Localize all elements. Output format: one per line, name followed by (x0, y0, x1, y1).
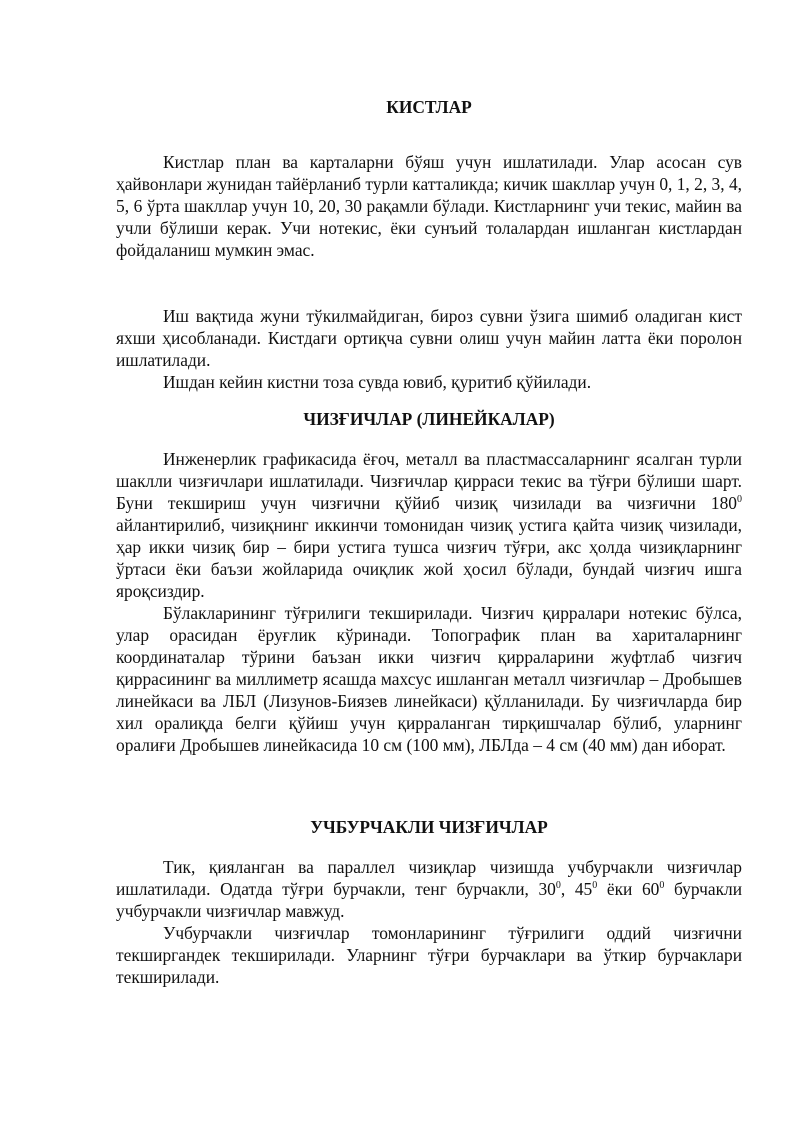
degree-superscript: 0 (737, 494, 742, 505)
paragraph: Учбурчакли чизғичлар томонларининг тўғрилиги оддий чизғични текширгандек текширилади. Уларнинг тўғри бурчаклари ва ўткир бурчаклари текширилади. (116, 923, 742, 987)
paragraph-text: , 45 (560, 879, 593, 899)
section-brushes (116, 96, 742, 393)
paragraph-text: айлантирилиб, чизиқнинг иккинчи томонидан чизиқ устига қайта чизиқ чизилади, ҳар икки чизиқ бир – бири устига тушса чизғич тўғри, акс ҳолда чизиқларнинг ўртаси ёки баъзи жойларида очиқлик жой ҳосил бўлади, бундай чизғич ишга яроқсиздир. (116, 515, 742, 601)
section-heading-triangles: УЧБУРЧАКЛИ ЧИЗҒИЧЛАР (310, 817, 548, 837)
paragraph: Иш вақтида жуни тўкилмайдиган, бироз сувни ўзига шимиб оладиган кист яхши ҳисобланади. Кистдаги ортиқча сувни олиш учун майин латта ёки поролон ишлатилади. (116, 306, 742, 370)
paragraph (116, 856, 742, 922)
paragraph: Кистлар план ва карталарни бўяш учун ишлатилади. Улар асосан сув ҳайвонлари жунидан тайёрланиб турли катталикда; кичик шакллар учун 0, 1, 2, 3, 4, 5, 6 ўрта шакллар учун 10, 20, 30 рақамли бўлади. Кистларнинг учи текис, майин ва учли бўлиши керак. Учи нотекис, ёки сунъий толалардан ишланган кистлардан фойдаланиш мумкин эмас. (116, 152, 742, 260)
section-heading-brushes: КИСТЛАР (386, 97, 472, 117)
paragraph: Ишдан кейин кистни тоза сувда ювиб, қуритиб қўйилади. (163, 372, 592, 392)
section-rulers (116, 408, 742, 756)
paragraph-text: Тик, қияланган ва параллел чизиқлар чизишда учбурчакли чизғичлар ишлатилади. Одатда тўғри бурчакли, тенг бурчакли, 30 (116, 857, 742, 899)
paragraph (116, 448, 742, 602)
section-heading-rulers: ЧИЗҒИЧЛАР (ЛИНЕЙКАЛАР) (303, 409, 555, 429)
section-triangles (116, 816, 742, 988)
paragraph: Бўлакларининг тўғрилиги текширилади. Чизғич қирралари нотекис бўлса, улар орасидан ёруғлик кўринади. Топографик план ва хариталарнинг координаталар тўрини баъзан икки чизғич қирраларини жуфтлаб чизғич қиррасининг ва миллиметр ясашда махсус ишланган металл чизғичлар – Дробышев линейкаси ва ЛБЛ (Лизунов-Биязев линейкаси) қўлланилади. Бу чизғичларда бир хил оралиқда белги қўйиш учун қирраланган тирқишчалар бўлиб, уларнинг оралиғи Дробышев линейкасида 10 см (100 мм), ЛБЛда – 4 см (40 мм) дан иборат. (116, 603, 742, 755)
paragraph-text: бурчакли учбурчакли чизғичлар мавжуд. (116, 879, 743, 921)
paragraph-text: Инженерлик графикасида ёғоч, металл ва пластмассаларнинг ясалган турли шаклли чизғичлари ишлатилади. Чизғичлар қирраси текис ва тўғри бўлиши шарт. Буни текшириш учун чизғични қўйиб чизиқ чизилади ва чизғични 180 (116, 449, 742, 513)
paragraph-text: ёки 60 (597, 879, 660, 899)
degree-superscript: 0 (555, 880, 561, 891)
document-body (116, 96, 742, 988)
degree-superscript: 0 (659, 880, 665, 891)
degree-superscript: 0 (592, 880, 598, 891)
